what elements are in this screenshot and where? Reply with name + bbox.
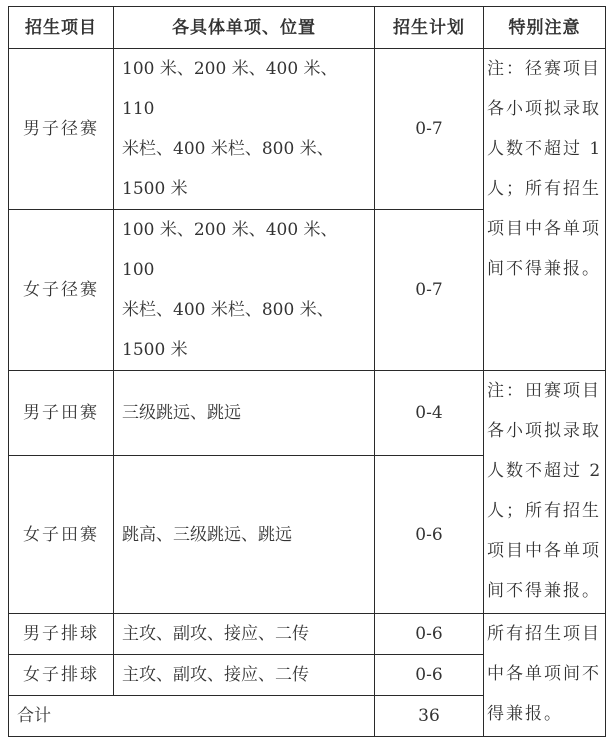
header-row: [9, 7, 606, 49]
note-line: 得兼报。: [487, 704, 563, 724]
note-line: 项目中各单项: [487, 541, 601, 561]
table-row: [9, 371, 606, 456]
note-line: 中各单项间不: [487, 664, 601, 684]
note-line: 注：田赛项目: [487, 381, 601, 401]
note-cell-track: [484, 49, 606, 371]
items-line: 主攻、副攻、接应、二传: [122, 624, 309, 644]
plan-cell: 0-6: [375, 655, 484, 696]
header-category: 招生项目: [9, 7, 114, 49]
items-line: 米栏、400 米栏、800 米、: [122, 139, 334, 159]
items-line: 1500 米: [122, 179, 188, 199]
table-row: [9, 49, 606, 210]
note-line: 注：径赛项目: [487, 59, 601, 79]
note-line: 人数不超过 1: [487, 139, 603, 159]
plan-cell: 0-4: [375, 371, 484, 456]
items-line: 1500 米: [122, 340, 188, 360]
note-line: 各小项拟录取: [487, 421, 601, 441]
header-notes: 特别注意: [484, 7, 606, 49]
category-cell: 女子田赛: [9, 456, 114, 614]
note-line: 各小项拟录取: [487, 99, 601, 119]
items-cell: [114, 456, 375, 614]
total-value: 36: [375, 696, 484, 737]
items-line: 主攻、副攻、接应、二传: [122, 665, 309, 685]
plan-cell: 0-6: [375, 456, 484, 614]
category-cell: 男子径赛: [9, 49, 114, 210]
note-line: 人；所有招生: [487, 501, 601, 521]
items-cell: [114, 49, 375, 210]
note-line: 间不得兼报。: [487, 581, 601, 601]
note-cell-volleyball: [484, 614, 606, 737]
category-cell: 男子田赛: [9, 371, 114, 456]
items-cell: [114, 210, 375, 371]
note-line: 间不得兼报。: [487, 259, 601, 279]
items-line: 跳高、三级跳远、跳远: [122, 524, 292, 545]
items-line: 米栏、400 米栏、800 米、: [122, 300, 334, 320]
items-cell: [114, 614, 375, 655]
category-cell: 女子排球: [9, 655, 114, 696]
header-plan: 招生计划: [375, 7, 484, 49]
items-line: 100 米、200 米、400 米、100: [122, 220, 338, 280]
recruitment-table: [8, 6, 606, 737]
header-items: 各具体单项、位置: [114, 7, 375, 49]
items-line: 三级跳远、跳远: [122, 403, 241, 423]
note-line: 项目中各单项: [487, 219, 601, 239]
note-cell-field: [484, 371, 606, 614]
note-line: 人；所有招生: [487, 179, 601, 199]
items-cell: [114, 371, 375, 456]
total-label: 合计: [9, 696, 375, 737]
note-line: 人数不超过 2: [487, 461, 603, 481]
items-cell: [114, 655, 375, 696]
plan-cell: 0-6: [375, 614, 484, 655]
table-row: [9, 614, 606, 655]
plan-cell: 0-7: [375, 210, 484, 371]
items-line: 100 米、200 米、400 米、110: [122, 59, 338, 119]
plan-cell: 0-7: [375, 49, 484, 210]
category-cell: 男子排球: [9, 614, 114, 655]
category-cell: 女子径赛: [9, 210, 114, 371]
note-line: 所有招生项目: [487, 624, 601, 644]
